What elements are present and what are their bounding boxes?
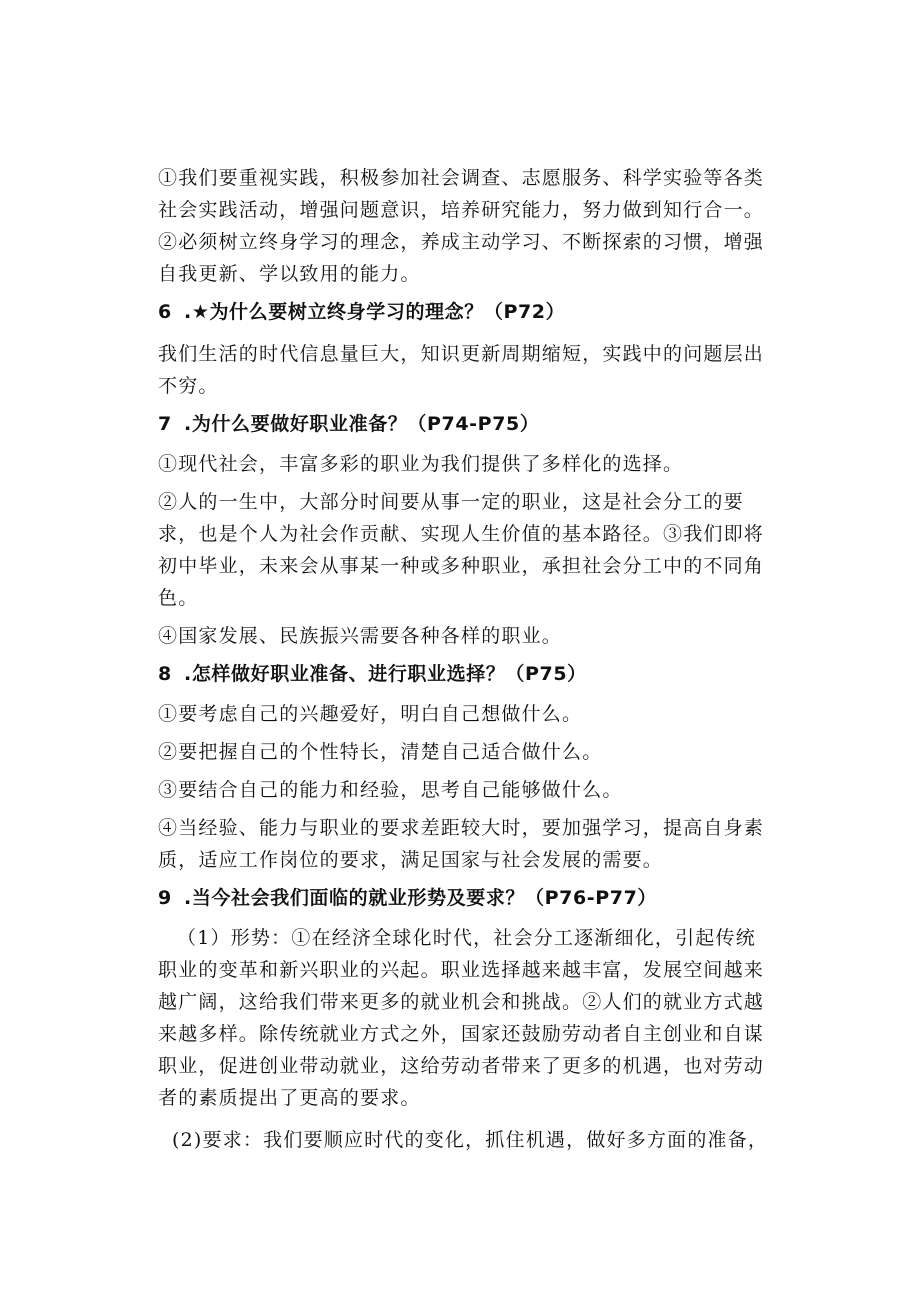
intro-paragraph: ①我们要重视实践，积极参加社会调查、志愿服务、科学实验等各类社会实践活动，增强问题意识，培养研究能力，努力做到知行合一。②必须树立终身学习的理念，养成主动学习、不断探索的习惯，增强自我更新、学以致用的能力。 xyxy=(158,167,765,285)
question-title: .★为什么要树立终身学习的理念？（P72） xyxy=(184,301,566,323)
question-7-heading xyxy=(158,408,770,440)
document-page xyxy=(158,162,770,1156)
question-8-answer-4: ④当经验、能力与职业的要求差距较大时，要加强学习，提高自身素质，适应工作岗位的要求，满足国家与社会发展的需要。 xyxy=(158,817,765,871)
question-7-answer-3: ④国家发展、民族振兴需要各种各样的职业。 xyxy=(158,625,563,647)
question-8-answer-3: ③要结合自己的能力和经验，思考自己能够做什么。 xyxy=(158,779,623,801)
question-9-answer-1: （1）形势：①在经济全球化时代，社会分工逐渐细化，引起传统职业的变革和新兴职业的兴起。职业选择越来越丰富，发展空间越来越广阔，这给我们带来更多的就业机会和挑战。②人们的就业方式越来越多样。除传统就业方式之外，国家还鼓励劳动者自主创业和自谋职业，促进创业带动就业，这给劳动者带来了更多的机遇，也对劳动者的素质提出了更高的要求。 xyxy=(158,927,765,1109)
question-number: 7 xyxy=(158,413,172,435)
question-8-answer-2: ②要把握自己的个性特长，清楚自己适合做什么。 xyxy=(158,741,603,763)
question-6-answer: 我们生活的时代信息量巨大，知识更新周期缩短，实践中的问题层出不穷。 xyxy=(158,343,765,397)
question-number: 6 xyxy=(158,301,172,323)
question-title: .为什么要做好职业准备？（P74-P75） xyxy=(184,413,540,435)
question-8-heading xyxy=(158,658,770,690)
question-6-heading xyxy=(158,296,770,328)
question-9-answer-2: (2)要求：我们要顺应时代的变化，抓住机遇，做好多方面的准备， xyxy=(172,1129,769,1151)
question-number: 9 xyxy=(158,887,172,909)
question-number: 8 xyxy=(158,663,172,685)
question-title: .怎样做好职业准备、进行职业选择？（P75） xyxy=(184,663,587,685)
question-9-heading xyxy=(158,882,770,914)
question-7-answer-2: ②人的一生中，大部分时间要从事一定的职业，这是社会分工的要求，也是个人为社会作贡献、实现人生价值的基本路径。③我们即将初中毕业，未来会从事某一种或多种职业，承担社会分工中的不同角色。 xyxy=(158,491,765,609)
question-title: .当今社会我们面临的就业形势及要求？（P76-P77） xyxy=(184,887,658,909)
question-8-answer-1: ①要考虑自己的兴趣爱好，明白自己想做什么。 xyxy=(158,703,583,725)
question-7-answer-1: ①现代社会，丰富多彩的职业为我们提供了多样化的选择。 xyxy=(158,453,684,475)
